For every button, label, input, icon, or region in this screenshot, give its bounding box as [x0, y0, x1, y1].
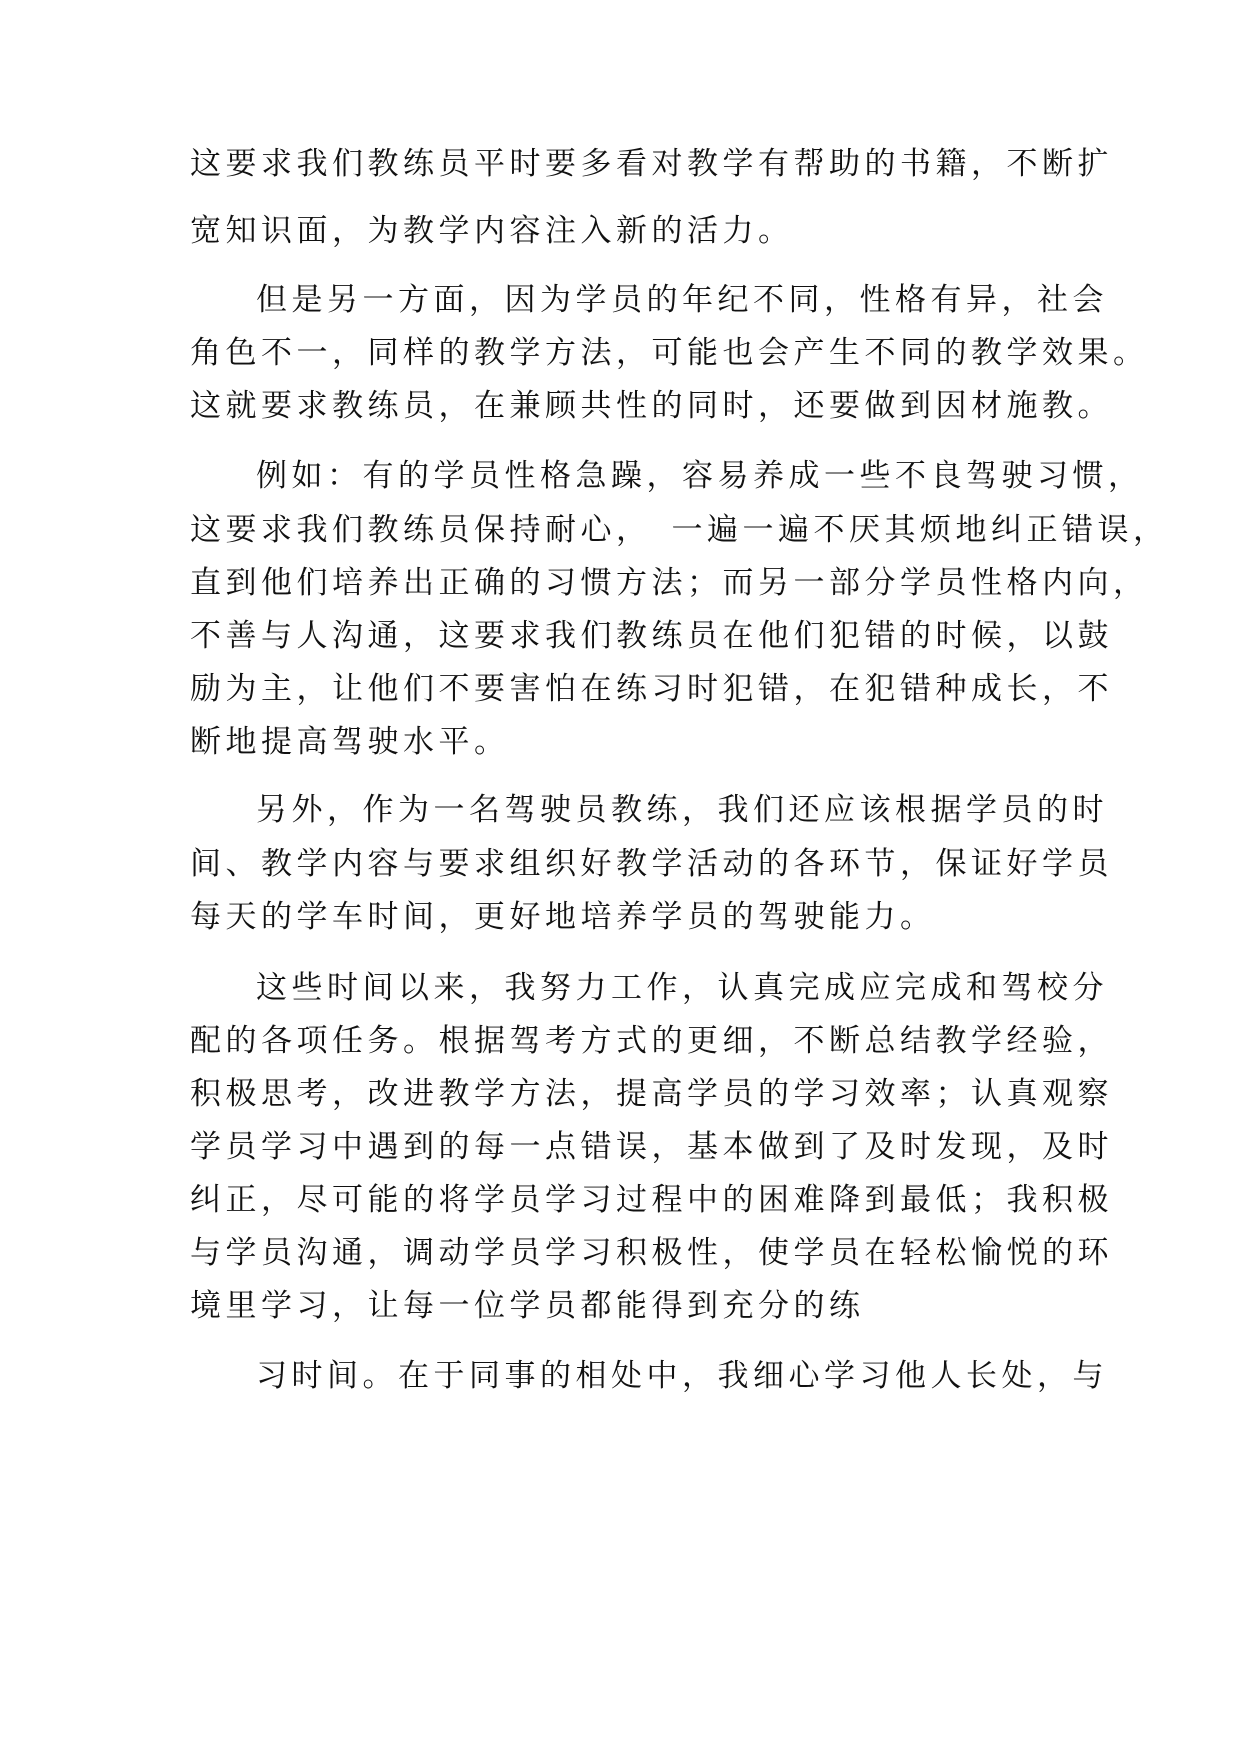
text-line: 宽知识面，为教学内容注入新的活力。 [190, 213, 794, 249]
paragraph-start-line: 另外，作为一名驾驶员教练，我们还应该根据学员的时 [256, 792, 1108, 828]
text-line: 不善与人沟通，这要求我们教练员在他们犯错的时候，以鼓 [190, 618, 1113, 654]
text-line: 断地提高驾驶水平。 [190, 724, 510, 760]
text-line: 每天的学车时间，更好地培养学员的驾驶能力。 [190, 899, 936, 935]
text-line: 与学员沟通，调动学员学习积极性，使学员在轻松愉悦的环 [190, 1235, 1113, 1271]
paragraph-start-line: 但是另一方面，因为学员的年纪不同，性格有异，社会 [256, 282, 1108, 318]
text-line: 间、教学内容与要求组织好教学活动的各环节，保证好学员 [190, 846, 1113, 882]
text-line: 配的各项任务。根据驾考方式的更细，不断总结教学经验， [190, 1023, 1113, 1059]
text-line: 这要求我们教练员保持耐心， 一遍一遍不厌其烦地纠正错误， [190, 512, 1169, 548]
text-line: 这就要求教练员，在兼顾共性的同时，还要做到因材施教。 [190, 388, 1113, 424]
paragraph-start-line: 这些时间以来，我努力工作，认真完成应完成和驾校分 [256, 970, 1108, 1006]
text-line: 励为主，让他们不要害怕在练习时犯错，在犯错种成长，不 [190, 671, 1113, 707]
text-line: 这要求我们教练员平时要多看对教学有帮助的书籍，不断扩 [190, 146, 1113, 182]
text-line: 纠正，尽可能的将学员学习过程中的困难降到最低；我积极 [190, 1182, 1113, 1218]
text-line: 角色不一，同样的教学方法，可能也会产生不同的教学效果。 [190, 335, 1149, 371]
text-line: 境里学习，让每一位学员都能得到充分的练 [190, 1288, 865, 1324]
text-line: 直到他们培养出正确的习惯方法；而另一部分学员性格内向， [190, 565, 1149, 601]
paragraph-start-line: 习时间。在于同事的相处中，我细心学习他人长处，与 [256, 1358, 1108, 1394]
text-line: 积极思考，改进教学方法，提高学员的学习效率；认真观察 [190, 1076, 1113, 1112]
text-line: 学员学习中遇到的每一点错误，基本做到了及时发现，及时 [190, 1129, 1113, 1165]
paragraph-start-line: 例如：有的学员性格急躁，容易养成一些不良驾驶习惯， [256, 458, 1144, 494]
